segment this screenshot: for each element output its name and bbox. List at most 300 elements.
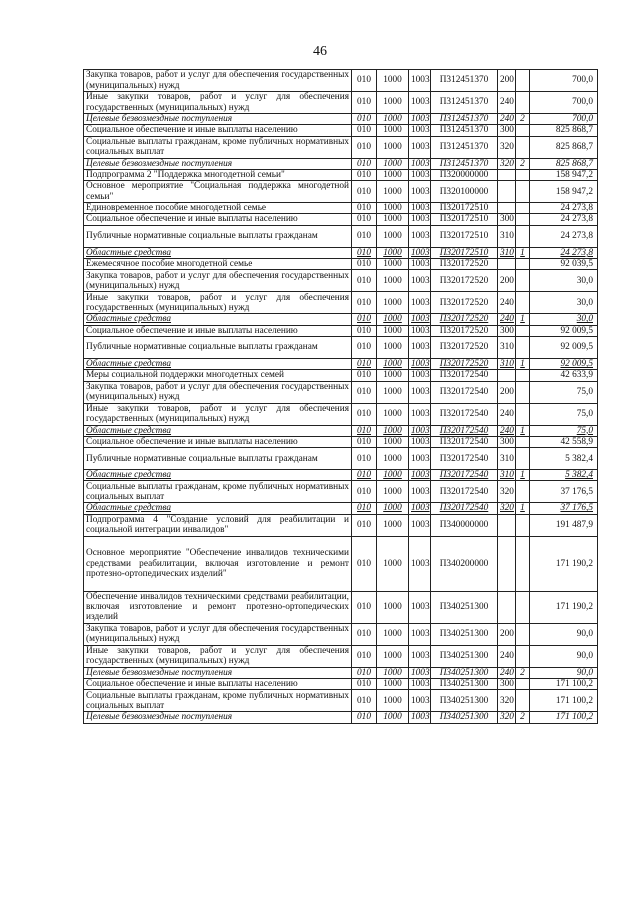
row-name: Целевые безвозмездные поступления [84, 158, 352, 169]
funding-source-code [516, 536, 530, 591]
funding-source-code [516, 381, 530, 403]
expense-type-code: 320 [498, 158, 516, 169]
expense-type-code: 320 [498, 712, 516, 723]
row-name: Социальные выплаты гражданам, кроме публичных нормативных социальных выплат [84, 690, 352, 712]
ministry-code: 010 [352, 158, 377, 169]
amount: 75,0 [530, 403, 598, 425]
amount: 92 039,5 [530, 259, 598, 270]
expense-type-code: 310 [498, 225, 516, 247]
expense-type-code: 200 [498, 623, 516, 645]
table-row [84, 325, 598, 336]
section-code: 1000 [377, 158, 409, 169]
section-code: 1000 [377, 503, 409, 514]
section-code: 1000 [377, 690, 409, 712]
funding-source-code [516, 370, 530, 381]
subsection-code: 1003 [409, 690, 431, 712]
target-article-code: П320172540 [431, 403, 498, 425]
row-name: Областные средства [84, 503, 352, 514]
target-article-code: П320100000 [431, 181, 498, 203]
table-row [84, 536, 598, 591]
ministry-code: 010 [352, 314, 377, 325]
row-name: Иные закупки товаров, работ и услуг для обеспечения государственных (муниципальных) нужд [84, 403, 352, 425]
target-article-code: П320172510 [431, 214, 498, 225]
subsection-code: 1003 [409, 225, 431, 247]
section-code: 1000 [377, 292, 409, 314]
funding-source-code [516, 645, 530, 667]
amount: 92 009,5 [530, 336, 598, 358]
funding-source-code: 2 [516, 712, 530, 723]
section-code: 1000 [377, 667, 409, 678]
expense-type-code: 200 [498, 70, 516, 92]
section-code: 1000 [377, 470, 409, 481]
funding-source-code [516, 181, 530, 203]
section-code: 1000 [377, 181, 409, 203]
target-article-code: П320172510 [431, 203, 498, 214]
table-row [84, 381, 598, 403]
funding-source-code [516, 225, 530, 247]
expense-type-code: 240 [498, 114, 516, 125]
amount: 171 190,2 [530, 536, 598, 591]
row-name: Социальное обеспечение и иные выплаты населению [84, 436, 352, 447]
subsection-code: 1003 [409, 336, 431, 358]
funding-source-code [516, 259, 530, 270]
target-article-code: П320172540 [431, 503, 498, 514]
target-article-code: П312451370 [431, 70, 498, 92]
row-name: Публичные нормативные социальные выплаты гражданам [84, 448, 352, 470]
expense-type-code: 300 [498, 325, 516, 336]
subsection-code: 1003 [409, 403, 431, 425]
row-name: Иные закупки товаров, работ и услуг для обеспечения государственных (муниципальных) нужд [84, 645, 352, 667]
amount: 158 947,2 [530, 169, 598, 180]
row-name: Социальные выплаты гражданам, кроме публичных нормативных социальных выплат [84, 136, 352, 158]
section-code: 1000 [377, 645, 409, 667]
expense-type-code [498, 259, 516, 270]
row-name: Областные средства [84, 314, 352, 325]
ministry-code: 010 [352, 125, 377, 136]
subsection-code: 1003 [409, 679, 431, 690]
funding-source-code [516, 514, 530, 536]
table-row [84, 125, 598, 136]
expense-type-code: 300 [498, 436, 516, 447]
target-article-code: П340251300 [431, 591, 498, 623]
amount: 92 009,5 [530, 325, 598, 336]
amount: 171 190,2 [530, 591, 598, 623]
table-row [84, 214, 598, 225]
amount: 90,0 [530, 623, 598, 645]
ministry-code: 010 [352, 370, 377, 381]
table-row [84, 514, 598, 536]
section-code: 1000 [377, 679, 409, 690]
target-article-code: П320172540 [431, 448, 498, 470]
section-code: 1000 [377, 325, 409, 336]
funding-source-code [516, 270, 530, 292]
table-row [84, 690, 598, 712]
ministry-code: 010 [352, 203, 377, 214]
row-name: Социальные выплаты гражданам, кроме публичных нормативных социальных выплат [84, 481, 352, 503]
expense-type-code: 320 [498, 690, 516, 712]
budget-table-body [84, 70, 598, 724]
funding-source-code [516, 436, 530, 447]
expense-type-code: 200 [498, 270, 516, 292]
amount: 42 633,9 [530, 370, 598, 381]
funding-source-code: 1 [516, 503, 530, 514]
ministry-code: 010 [352, 503, 377, 514]
amount: 90,0 [530, 645, 598, 667]
subsection-code: 1003 [409, 425, 431, 436]
subsection-code: 1003 [409, 158, 431, 169]
subsection-code: 1003 [409, 292, 431, 314]
ministry-code: 010 [352, 712, 377, 723]
subsection-code: 1003 [409, 214, 431, 225]
row-name: Целевые безвозмездные поступления [84, 114, 352, 125]
amount: 5 382,4 [530, 470, 598, 481]
section-code: 1000 [377, 712, 409, 723]
table-row [84, 425, 598, 436]
funding-source-code [516, 679, 530, 690]
funding-source-code [516, 623, 530, 645]
section-code: 1000 [377, 259, 409, 270]
subsection-code: 1003 [409, 667, 431, 678]
subsection-code: 1003 [409, 270, 431, 292]
row-name: Закупка товаров, работ и услуг для обеспечения государственных (муниципальных) нужд [84, 70, 352, 92]
ministry-code: 010 [352, 690, 377, 712]
amount: 24 273,8 [530, 203, 598, 214]
row-name: Меры социальной поддержки многодетных семей [84, 370, 352, 381]
amount: 75,0 [530, 425, 598, 436]
amount: 24 273,8 [530, 225, 598, 247]
table-row [84, 448, 598, 470]
row-name: Областные средства [84, 358, 352, 369]
ministry-code: 010 [352, 92, 377, 114]
section-code: 1000 [377, 591, 409, 623]
ministry-code: 010 [352, 591, 377, 623]
ministry-code: 010 [352, 470, 377, 481]
expense-type-code: 240 [498, 667, 516, 678]
section-code: 1000 [377, 169, 409, 180]
ministry-code: 010 [352, 448, 377, 470]
funding-source-code [516, 92, 530, 114]
row-name: Социальное обеспечение и иные выплаты населению [84, 679, 352, 690]
amount: 171 100,2 [530, 690, 598, 712]
budget-table [83, 69, 598, 724]
amount: 700,0 [530, 70, 598, 92]
expense-type-code [498, 370, 516, 381]
amount: 37 176,5 [530, 481, 598, 503]
ministry-code: 010 [352, 136, 377, 158]
target-article-code: П320172520 [431, 259, 498, 270]
target-article-code: П320172520 [431, 358, 498, 369]
ministry-code: 010 [352, 536, 377, 591]
ministry-code: 010 [352, 114, 377, 125]
table-row [84, 503, 598, 514]
section-code: 1000 [377, 403, 409, 425]
amount: 75,0 [530, 381, 598, 403]
target-article-code: П320172540 [431, 381, 498, 403]
target-article-code: П320000000 [431, 169, 498, 180]
table-row [84, 136, 598, 158]
row-name: Социальное обеспечение и иные выплаты населению [84, 325, 352, 336]
subsection-code: 1003 [409, 536, 431, 591]
expense-type-code: 310 [498, 470, 516, 481]
target-article-code: П340251300 [431, 679, 498, 690]
section-code: 1000 [377, 481, 409, 503]
subsection-code: 1003 [409, 169, 431, 180]
amount: 5 382,4 [530, 448, 598, 470]
funding-source-code [516, 292, 530, 314]
amount: 171 100,2 [530, 712, 598, 723]
table-row [84, 70, 598, 92]
target-article-code: П340251300 [431, 690, 498, 712]
ministry-code: 010 [352, 336, 377, 358]
section-code: 1000 [377, 270, 409, 292]
target-article-code: П312451370 [431, 125, 498, 136]
target-article-code: П312451370 [431, 136, 498, 158]
table-row [84, 203, 598, 214]
amount: 825 868,7 [530, 136, 598, 158]
table-row [84, 370, 598, 381]
subsection-code: 1003 [409, 181, 431, 203]
subsection-code: 1003 [409, 314, 431, 325]
row-name: Обеспечение инвалидов техническими средствами реабилитации, включая изготовление и ремонт протезно-ортопедических изделий [84, 591, 352, 623]
ministry-code: 010 [352, 70, 377, 92]
expense-type-code [498, 181, 516, 203]
amount: 24 273,8 [530, 214, 598, 225]
subsection-code: 1003 [409, 325, 431, 336]
subsection-code: 1003 [409, 381, 431, 403]
section-code: 1000 [377, 448, 409, 470]
amount: 30,0 [530, 270, 598, 292]
table-row [84, 181, 598, 203]
row-name: Закупка товаров, работ и услуг для обеспечения государственных (муниципальных) нужд [84, 270, 352, 292]
funding-source-code [516, 336, 530, 358]
table-row [84, 712, 598, 723]
section-code: 1000 [377, 214, 409, 225]
row-name: Закупка товаров, работ и услуг для обеспечения государственных (муниципальных) нужд [84, 623, 352, 645]
ministry-code: 010 [352, 425, 377, 436]
subsection-code: 1003 [409, 125, 431, 136]
funding-source-code [516, 169, 530, 180]
ministry-code: 010 [352, 667, 377, 678]
amount: 92 009,5 [530, 358, 598, 369]
table-row [84, 645, 598, 667]
amount: 700,0 [530, 114, 598, 125]
subsection-code: 1003 [409, 203, 431, 214]
ministry-code: 010 [352, 645, 377, 667]
section-code: 1000 [377, 136, 409, 158]
target-article-code: П340000000 [431, 514, 498, 536]
section-code: 1000 [377, 623, 409, 645]
section-code: 1000 [377, 436, 409, 447]
table-row [84, 158, 598, 169]
expense-type-code: 300 [498, 214, 516, 225]
subsection-code: 1003 [409, 436, 431, 447]
row-name: Целевые безвозмездные поступления [84, 667, 352, 678]
expense-type-code [498, 536, 516, 591]
funding-source-code [516, 591, 530, 623]
target-article-code: П312451370 [431, 92, 498, 114]
expense-type-code: 310 [498, 336, 516, 358]
row-name: Социальное обеспечение и иные выплаты населению [84, 214, 352, 225]
row-name: Областные средства [84, 425, 352, 436]
funding-source-code [516, 70, 530, 92]
ministry-code: 010 [352, 169, 377, 180]
ministry-code: 010 [352, 259, 377, 270]
section-code: 1000 [377, 92, 409, 114]
expense-type-code: 240 [498, 425, 516, 436]
table-row [84, 336, 598, 358]
funding-source-code: 1 [516, 358, 530, 369]
amount: 42 558,9 [530, 436, 598, 447]
subsection-code: 1003 [409, 70, 431, 92]
subsection-code: 1003 [409, 481, 431, 503]
funding-source-code [516, 403, 530, 425]
section-code: 1000 [377, 247, 409, 258]
row-name: Основное мероприятие "Обеспечение инвалидов техническими средствами реабилитации, включая изготовление и ремонт протезно-ортопедических изделий" [84, 536, 352, 591]
funding-source-code [516, 136, 530, 158]
amount: 700,0 [530, 92, 598, 114]
expense-type-code: 310 [498, 247, 516, 258]
table-row [84, 358, 598, 369]
amount: 191 487,9 [530, 514, 598, 536]
table-row [84, 470, 598, 481]
funding-source-code: 2 [516, 667, 530, 678]
table-row [84, 114, 598, 125]
expense-type-code: 300 [498, 125, 516, 136]
funding-source-code [516, 125, 530, 136]
target-article-code: П312451370 [431, 158, 498, 169]
target-article-code: П320172520 [431, 314, 498, 325]
target-article-code: П320172520 [431, 292, 498, 314]
funding-source-code: 2 [516, 114, 530, 125]
row-name: Социальное обеспечение и иные выплаты населению [84, 125, 352, 136]
ministry-code: 010 [352, 325, 377, 336]
target-article-code: П320172540 [431, 425, 498, 436]
ministry-code: 010 [352, 292, 377, 314]
subsection-code: 1003 [409, 136, 431, 158]
row-name: Публичные нормативные социальные выплаты гражданам [84, 336, 352, 358]
target-article-code: П320172540 [431, 436, 498, 447]
amount: 825 868,7 [530, 158, 598, 169]
funding-source-code: 1 [516, 425, 530, 436]
section-code: 1000 [377, 114, 409, 125]
table-row [84, 481, 598, 503]
page-number: 46 [313, 44, 327, 59]
target-article-code: П320172540 [431, 470, 498, 481]
section-code: 1000 [377, 203, 409, 214]
expense-type-code: 240 [498, 645, 516, 667]
row-name: Единовременное пособие многодетной семье [84, 203, 352, 214]
funding-source-code: 1 [516, 470, 530, 481]
expense-type-code: 200 [498, 381, 516, 403]
amount: 24 273,8 [530, 247, 598, 258]
section-code: 1000 [377, 536, 409, 591]
ministry-code: 010 [352, 481, 377, 503]
row-name: Закупка товаров, работ и услуг для обеспечения государственных (муниципальных) нужд [84, 381, 352, 403]
section-code: 1000 [377, 125, 409, 136]
ministry-code: 010 [352, 403, 377, 425]
funding-source-code [516, 214, 530, 225]
expense-type-code: 320 [498, 503, 516, 514]
target-article-code: П320172520 [431, 336, 498, 358]
amount: 30,0 [530, 314, 598, 325]
table-row [84, 225, 598, 247]
section-code: 1000 [377, 70, 409, 92]
ministry-code: 010 [352, 247, 377, 258]
ministry-code: 010 [352, 214, 377, 225]
row-name: Ежемесячное пособие многодетной семье [84, 259, 352, 270]
target-article-code: П320172510 [431, 247, 498, 258]
section-code: 1000 [377, 381, 409, 403]
ministry-code: 010 [352, 381, 377, 403]
section-code: 1000 [377, 314, 409, 325]
funding-source-code [516, 203, 530, 214]
ministry-code: 010 [352, 270, 377, 292]
row-name: Целевые безвозмездные поступления [84, 712, 352, 723]
subsection-code: 1003 [409, 247, 431, 258]
section-code: 1000 [377, 358, 409, 369]
expense-type-code: 240 [498, 403, 516, 425]
section-code: 1000 [377, 425, 409, 436]
funding-source-code [516, 448, 530, 470]
target-article-code: П340251300 [431, 645, 498, 667]
row-name: Иные закупки товаров, работ и услуг для обеспечения государственных (муниципальных) нужд [84, 92, 352, 114]
ministry-code: 010 [352, 225, 377, 247]
target-article-code: П340251300 [431, 712, 498, 723]
row-name: Подпрограмма 2 "Поддержка многодетной семьи" [84, 169, 352, 180]
target-article-code: П340251300 [431, 667, 498, 678]
target-article-code: П340251300 [431, 623, 498, 645]
table-row [84, 292, 598, 314]
expense-type-code: 300 [498, 679, 516, 690]
target-article-code: П320172510 [431, 225, 498, 247]
table-row [84, 623, 598, 645]
row-name: Областные средства [84, 470, 352, 481]
amount: 37 176,5 [530, 503, 598, 514]
ministry-code: 010 [352, 623, 377, 645]
expense-type-code: 320 [498, 481, 516, 503]
subsection-code: 1003 [409, 623, 431, 645]
amount: 90,0 [530, 667, 598, 678]
expense-type-code: 310 [498, 358, 516, 369]
ministry-code: 010 [352, 181, 377, 203]
funding-source-code [516, 325, 530, 336]
subsection-code: 1003 [409, 503, 431, 514]
ministry-code: 010 [352, 679, 377, 690]
table-row [84, 169, 598, 180]
subsection-code: 1003 [409, 591, 431, 623]
section-code: 1000 [377, 225, 409, 247]
expense-type-code: 240 [498, 292, 516, 314]
target-article-code: П340200000 [431, 536, 498, 591]
table-row [84, 403, 598, 425]
subsection-code: 1003 [409, 470, 431, 481]
table-row [84, 247, 598, 258]
table-row [84, 259, 598, 270]
table-row [84, 436, 598, 447]
subsection-code: 1003 [409, 448, 431, 470]
ministry-code: 010 [352, 436, 377, 447]
funding-source-code [516, 690, 530, 712]
expense-type-code: 240 [498, 314, 516, 325]
target-article-code: П320172540 [431, 481, 498, 503]
target-article-code: П320172540 [431, 370, 498, 381]
amount: 171 100,2 [530, 679, 598, 690]
funding-source-code: 1 [516, 247, 530, 258]
amount: 825 868,7 [530, 125, 598, 136]
table-row [84, 270, 598, 292]
table-row [84, 92, 598, 114]
funding-source-code: 1 [516, 314, 530, 325]
